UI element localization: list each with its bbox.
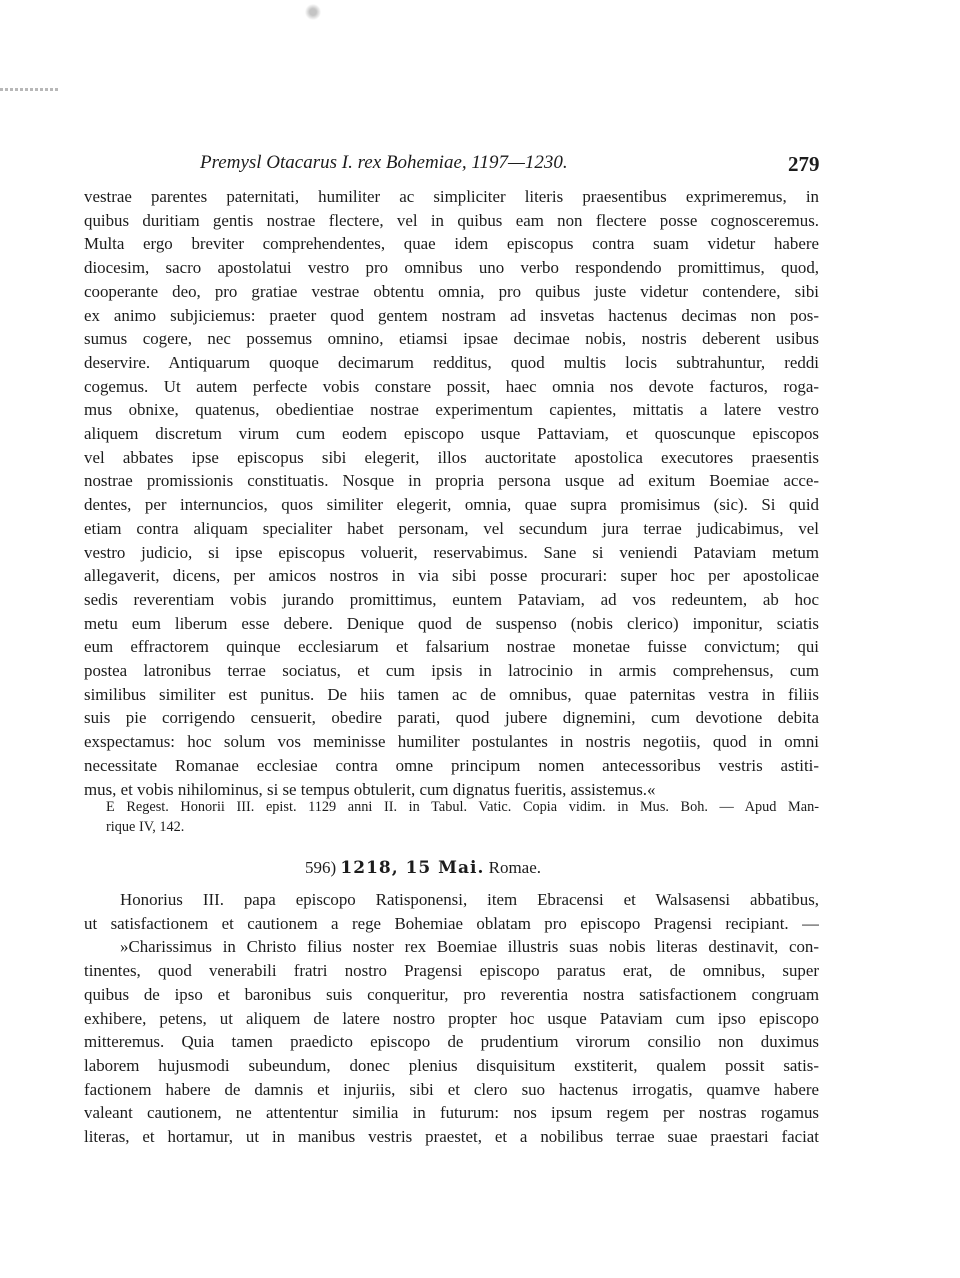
text-line: »Charissimus in Christo filius noster rex Boemiae illustris suas nobis literas destinavit, con- [120, 937, 819, 957]
text-line: dentes, per internuncios, quos similiter elegerit, omnia, quae supra promisimus (sic). Si quid [84, 495, 819, 515]
summary-line: ut satisfactionem et cautionem a rege Bohemiae oblatam pro episcopo Pragensi recipiant. — [84, 913, 819, 933]
text-line: postea latronibus terrae sociatus, et cum ipsis in latrocinio in armis comprehensus, cum [84, 661, 819, 681]
text-line: Multa ergo breviter comprehendentes, quae idem episcopus contra suam videtur habere [84, 234, 819, 254]
text-line: cooperante deo, pro gratiae vestrae obtentu omnia, pro quibus juste videtur contendere, sibi [84, 281, 819, 301]
text-line: mus obnixe, quatenus, obedientiae nostrae experimentum capientes, mittatis a latere vestro [84, 400, 819, 420]
scan-edge-mark [0, 88, 58, 91]
text-line: similibus similiter est punitus. De hiis tamen ac de omnibus, quae paternitas vestra in filiis [84, 684, 819, 704]
running-title: Premysl Otacarus I. rex Bohemiae, 1197—1230. [200, 152, 568, 173]
text-line: literas, et hortamur, ut in manibus vestris praestet, et a nobilibus terrae suae praestari faciat [84, 1127, 819, 1147]
text-line: mus, et vobis nihilominus, si se tempus obtulerit, cum dignatus fueritis, assistemus.« [84, 779, 656, 799]
summary-line: Honorius III. papa episcopo Ratisponensi, item Ebracensi et Walsasensi abbatibus, [120, 890, 819, 909]
text-line: metu eum liberum esse debere. Denique quod de suspenso (nobis clerico) imponitur, sciatis [84, 613, 819, 633]
text-line: quibus duritiam gentis nostrae flectere, vel in quibus eam non flectere posse cognosceremus. [84, 210, 819, 230]
paper-speck [298, 2, 328, 22]
text-line: diocesim, sacro apostolatui vestro pro omnibus uno verbo respondendo promittimus, quod, [84, 258, 819, 278]
text-line: necessitate Romanae ecclesiae contra omne principum nomen antecessoribus vestris astiti- [84, 755, 819, 775]
text-line: exhibere, petens, ut aliquem de latere nostro propter hoc usque Pataviam cum ipso episcopo [84, 1008, 819, 1028]
text-line: vestrae parentes paternitati, humiliter ac simpliciter literis praesentibus exprimeremus, in [84, 187, 819, 206]
text-line: factionem habere de damnis et injuriis, sibi et clero suo hactenus irrogatis, quamve habere [84, 1079, 819, 1099]
document-heading [305, 858, 541, 878]
document-place: Romae. [488, 858, 542, 877]
text-line: sumus cogere, nec possemus omnino, etiamsi ipsae decimae nobis, nostris deberent usibus [84, 329, 819, 349]
text-line: mitteremus. Quia tamen praedicto episcopo de prudentium virorum consilio non duximus [84, 1032, 819, 1052]
text-line: tinentes, quod venerabili fratri nostro Pragensi episcopo paratus erat, de omnibus, super [84, 961, 819, 981]
text-line: valeant cautionem, ne attententur similia in futurum: nos ipsum regem per nostras rogamus [84, 1103, 819, 1123]
text-line: ex animo subjiciemus: praeter quod gentem nostram ad insvetas hactenus decimas non pos- [84, 305, 819, 325]
letter-start-text [84, 888, 819, 1149]
text-line: suis pie corrigendo censuerit, obedire parati, quod jubere dignemini, cum devotione debita [84, 708, 819, 728]
text-line: aliquem discretum virum cum eodem episcopo usque Pattaviam, et quoscunque episcopos [84, 424, 819, 444]
text-line: vestro judicio, si ipse episcopus voluerit, reservabimus. Sane si veniendi Pataviam metum [84, 542, 819, 562]
text-line: laborem hujusmodi subeundum, donec plenius disquisitum exstiterit, qualem possit satis- [84, 1055, 819, 1075]
document-date: 1218, 15 Mai. [340, 858, 485, 878]
page-number: 279 [788, 152, 820, 176]
text-line: vel abbates ipse episcopus sibi elegerit, illos auctoritate apostolica executores praesentis [84, 447, 819, 467]
text-line: etiam contra aliquam specialiter habet personam, vel secundum jura terrae judicabimus, vel [84, 518, 819, 538]
text-line: nostrae promissionis constituatis. Nosque in propria persona usque ad exitum Boemiae acce- [84, 471, 819, 491]
text-line: sedis reverentiam vobis jurando promittimus, euntem Pataviam, ad vos redeuntem, ab hoc [84, 589, 819, 609]
text-line: cogemus. Ut autem perfecte vobis constare possit, haec omnia nos devote facturos, roga- [84, 376, 819, 396]
letter-end-text [84, 185, 819, 801]
text-line: allegaverit, dicens, per amicos nostros in via sibi posse procurari: super hoc per apostolicae [84, 566, 819, 586]
document-number: 596) [305, 858, 337, 877]
text-line: exspectamus: hoc solum vos meminisse humiliter postulantes in nostris negotiis, quod in omni [84, 732, 819, 752]
source-note [106, 798, 819, 837]
source-line: E Regest. Honorii III. epist. 1129 anni II. in Tabul. Vatic. Copia vidim. in Mus. Boh. — Apud Man- [106, 799, 819, 815]
text-line: deservire. Antiquarum quoque decimarum redditus, quod multis locis subtrahuntur, reddi [84, 352, 819, 372]
text-line: eum effractorem quinque ecclesiarum et falsarium nostrae monetae fuisse convictum; qui [84, 637, 819, 657]
source-line: rique IV, 142. [106, 818, 185, 835]
text-line: quibus de ipso et baronibus suis conqueritur, pro reverentia nostra satisfactionem congruam [84, 984, 819, 1004]
